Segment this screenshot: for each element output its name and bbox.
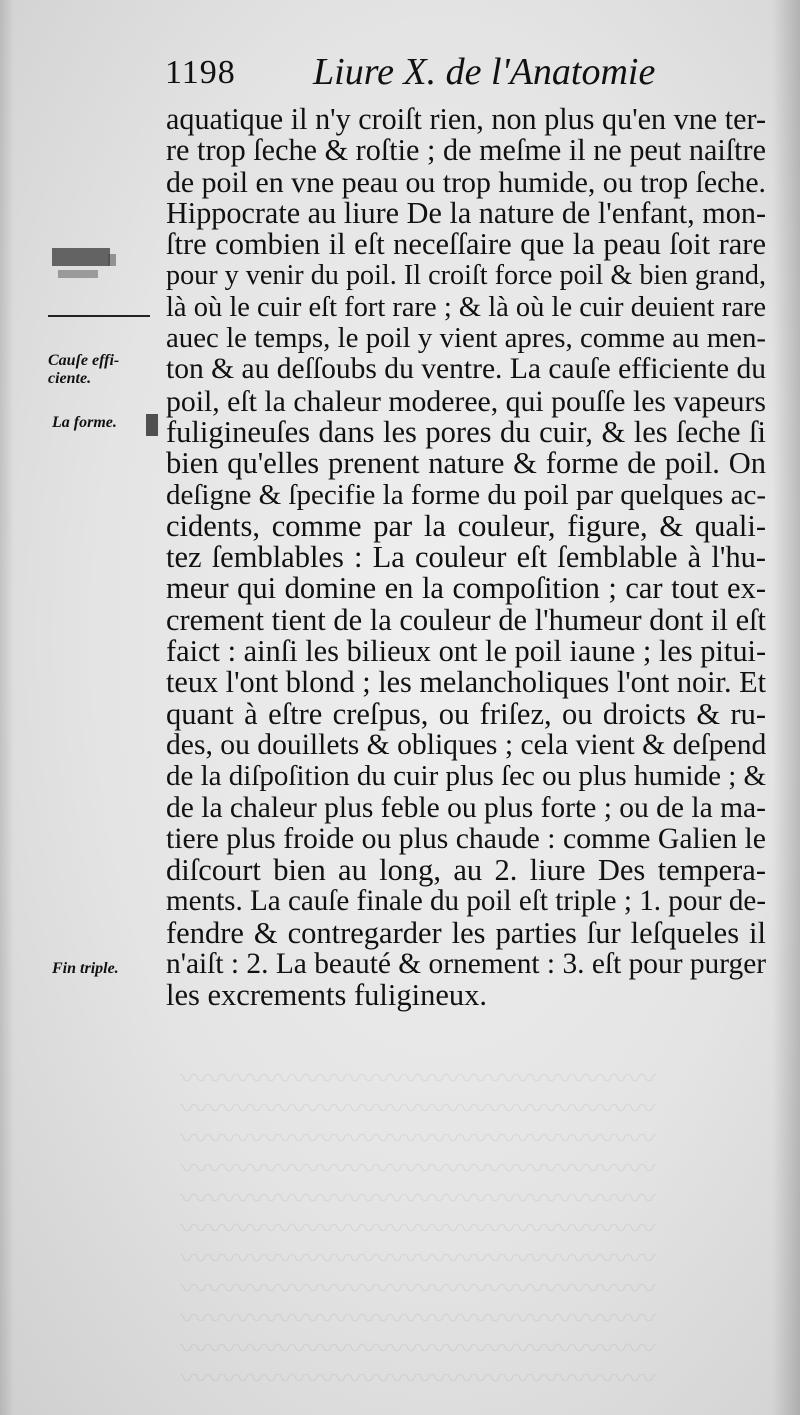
text-line: meur qui domine en la compoſition ; car tout ex- — [166, 571, 766, 606]
page-number: 1198 — [165, 54, 236, 91]
text-line: auec le temps, le poil y vient apres, comme au men- — [166, 322, 766, 355]
text-line-last: les excrements fuligineux. — [166, 978, 487, 1013]
text-line: des, ou douillets & obliques ; cela vient & deſpend — [166, 728, 767, 761]
text-line: de la chaleur plus feble ou plus forte ; ou de la ma- — [166, 791, 766, 824]
margin-note-la-forme: La forme. — [52, 414, 117, 431]
bleed-through: 〰〰〰〰〰〰〰〰〰〰〰〰〰〰〰〰〰 〰〰〰〰〰〰〰〰〰〰〰〰〰〰〰〰〰 〰〰〰〰〰〰〰〰〰〰〰〰〰〰〰〰〰 〰〰〰〰〰〰〰〰〰〰〰〰〰〰〰〰〰 〰〰〰〰〰〰〰〰〰〰〰〰〰〰〰〰〰 〰〰〰〰〰〰〰〰〰〰〰〰〰〰〰〰〰 〰〰〰〰〰〰〰〰〰〰〰〰〰〰〰〰〰 〰〰〰〰〰〰〰〰〰〰〰〰〰〰〰〰〰 〰〰〰〰〰〰〰〰〰〰〰〰〰〰〰〰〰 〰〰〰〰〰〰〰〰〰〰〰〰〰〰〰〰〰 〰〰〰〰〰〰〰〰〰〰〰〰〰〰〰〰〰 — [180, 1065, 657, 1395]
text-line: re trop ſeche & roſtie ; de meſme il ne peut naiſtre — [166, 133, 766, 168]
text-line: là où le cuir eſt fort rare ; & là où le cuir deuient rare — [166, 291, 766, 323]
margin-note-line: ciente. — [48, 370, 92, 387]
ink-smudge-mark — [48, 244, 120, 294]
margin-rule-mark — [46, 310, 156, 322]
margin-note-cause-efficiente — [48, 352, 119, 388]
text-line: diſcourt bien au long, au 2. liure Des tempera- — [166, 853, 766, 888]
text-line: Hippocrate au liure De la nature de l'enfant, mon- — [166, 195, 766, 230]
page-edge-shadow — [772, 0, 800, 1415]
main-text-block — [166, 104, 766, 1012]
page-gutter-shadow — [0, 0, 14, 1415]
ink-blot-mark — [144, 412, 160, 438]
running-header — [165, 50, 765, 100]
text-line: fendre & contregarder les parties ſur leſqueles il — [166, 915, 766, 950]
text-line: aquatique il n'y croiſt rien, non plus qu'en vne ter- — [166, 102, 766, 136]
text-line: cidents, comme par la couleur, figure, & quali- — [166, 508, 766, 543]
running-title: Liure X. de l'Anatomie — [313, 51, 656, 93]
text-line: teux l'ont blond ; les melancholiques l'ont noir. Et — [166, 665, 766, 700]
text-line: n'aiſt : 2. La beauté & ornement : 3. eſt pour purger — [166, 948, 767, 981]
text-line: fuligineuſes dans les pores du cuir, & les ſeche ſi — [166, 414, 766, 449]
text-line: bien qu'elles prenent nature & forme de poil. On — [166, 446, 766, 481]
text-line: de la diſpoſition du cuir plus ſec ou plus humide ; & — [166, 760, 767, 793]
text-line: faict : ainſi les bilieux ont le poil iaune ; les pitui- — [166, 634, 767, 669]
text-line: ments. La cauſe finale du poil eſt triple ; 1. pour de- — [166, 885, 766, 918]
margin-note-line: Cauſe effi- — [48, 352, 120, 369]
text-line: tiere plus froide ou plus chaude : comme Galien le — [166, 822, 766, 855]
text-line: tez ſemblables : La couleur eſt ſemblable à l'hu- — [166, 540, 766, 575]
text-line: de poil en vne peau ou trop humide, ou trop ſeche. — [166, 165, 767, 199]
text-line: quant à eſtre creſpus, ou friſez, ou droicts & ru- — [166, 696, 766, 731]
text-line: pour y venir du poil. Il croiſt force poil & bien grand, — [166, 260, 766, 292]
text-line: crement tient de la couleur de l'humeur dont il eſt — [166, 602, 766, 637]
text-line: ton & au deſſoubs du ventre. La cauſe efficiente du — [166, 353, 767, 386]
margin-note-fin-triple: Fin triple. — [52, 960, 119, 977]
text-line: ſtre combien il eſt neceſſaire que la peau ſoit rare — [166, 227, 766, 262]
text-line: poil, eſt la chaleur moderee, qui pouſſe les vapeurs — [166, 384, 766, 418]
text-line: deſigne & ſpecifie la forme du poil par quelques ac- — [166, 478, 766, 511]
